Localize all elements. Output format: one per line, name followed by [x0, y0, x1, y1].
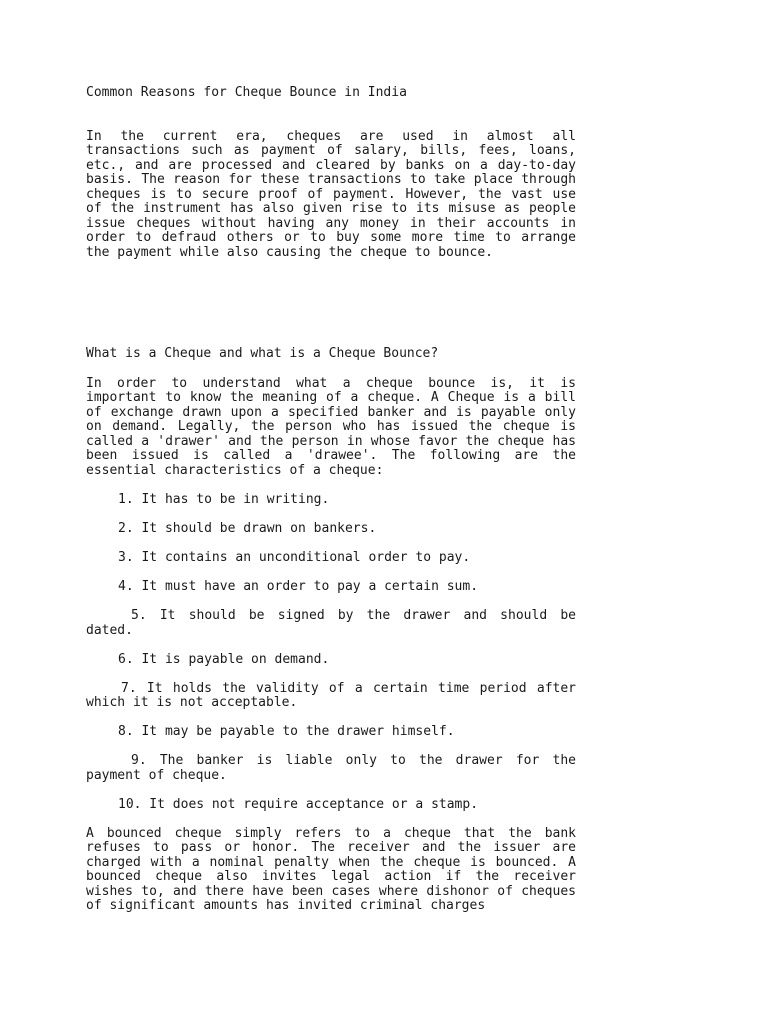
list-item: 8. It may be payable to the drawer himself. [118, 724, 455, 739]
bounce-paragraph: A bounced cheque simply refers to a cheque that the bank refuses to pass or honor. The receiver and the issuer are charged with a nominal penalty when the cheque is bounced. A bounced cheque also invites legal action if the receiver wishes to, and there have been cases where dishonor of cheques of significant amounts has invited criminal charges [86, 825, 576, 913]
list-item: 4. It must have an order to pay a certain sum. [118, 579, 479, 594]
section-paragraph: In order to understand what a cheque bounce is, it is important to know the meaning of a cheque. A Cheque is a bill of exchange drawn upon a specified banker and is payable only on demand. Legally, the person who has issued the cheque is called a 'drawer' and the person in whose favor the cheque has been issued is called a 'drawee'. The following are the essential characteristics of a cheque: [86, 375, 576, 478]
intro-paragraph: In the current era, cheques are used in almost all transactions such as payment of salary, bills, fees, loans, etc., and are processed and cleared by banks on a day-to-day basis. The reason for these transactions to take place through cheques is to secure proof of payment. However, the vast use of the instrument has also given rise to its misuse as people issue cheques without having any money in their accounts in order to defraud others or to buy some more time to arrange the payment while also causing the cheque to bounce. [86, 128, 576, 260]
list-item: 2. It should be drawn on bankers. [118, 521, 377, 536]
spacer [86, 260, 576, 347]
section-heading: What is a Cheque and what is a Cheque Bounce? [86, 346, 439, 361]
document-page [86, 86, 576, 914]
list-item: 7. It holds the validity of a certain time period after which it is not acceptable. [86, 680, 576, 710]
list-item: 1. It has to be in writing. [118, 492, 330, 507]
list-item: 6. It is payable on demand. [118, 651, 330, 667]
list-item: 10. It does not require acceptance or a stamp. [118, 796, 479, 812]
list-item: 3. It contains an unconditional order to pay. [118, 550, 471, 565]
list-item: 9. The banker is liable only to the drawer for the payment of cheque. [86, 753, 576, 783]
document-title: Common Reasons for Cheque Bounce in India [86, 85, 407, 100]
list-item: 5. It should be signed by the drawer and should be dated. [86, 608, 576, 638]
characteristics-list [86, 493, 576, 812]
